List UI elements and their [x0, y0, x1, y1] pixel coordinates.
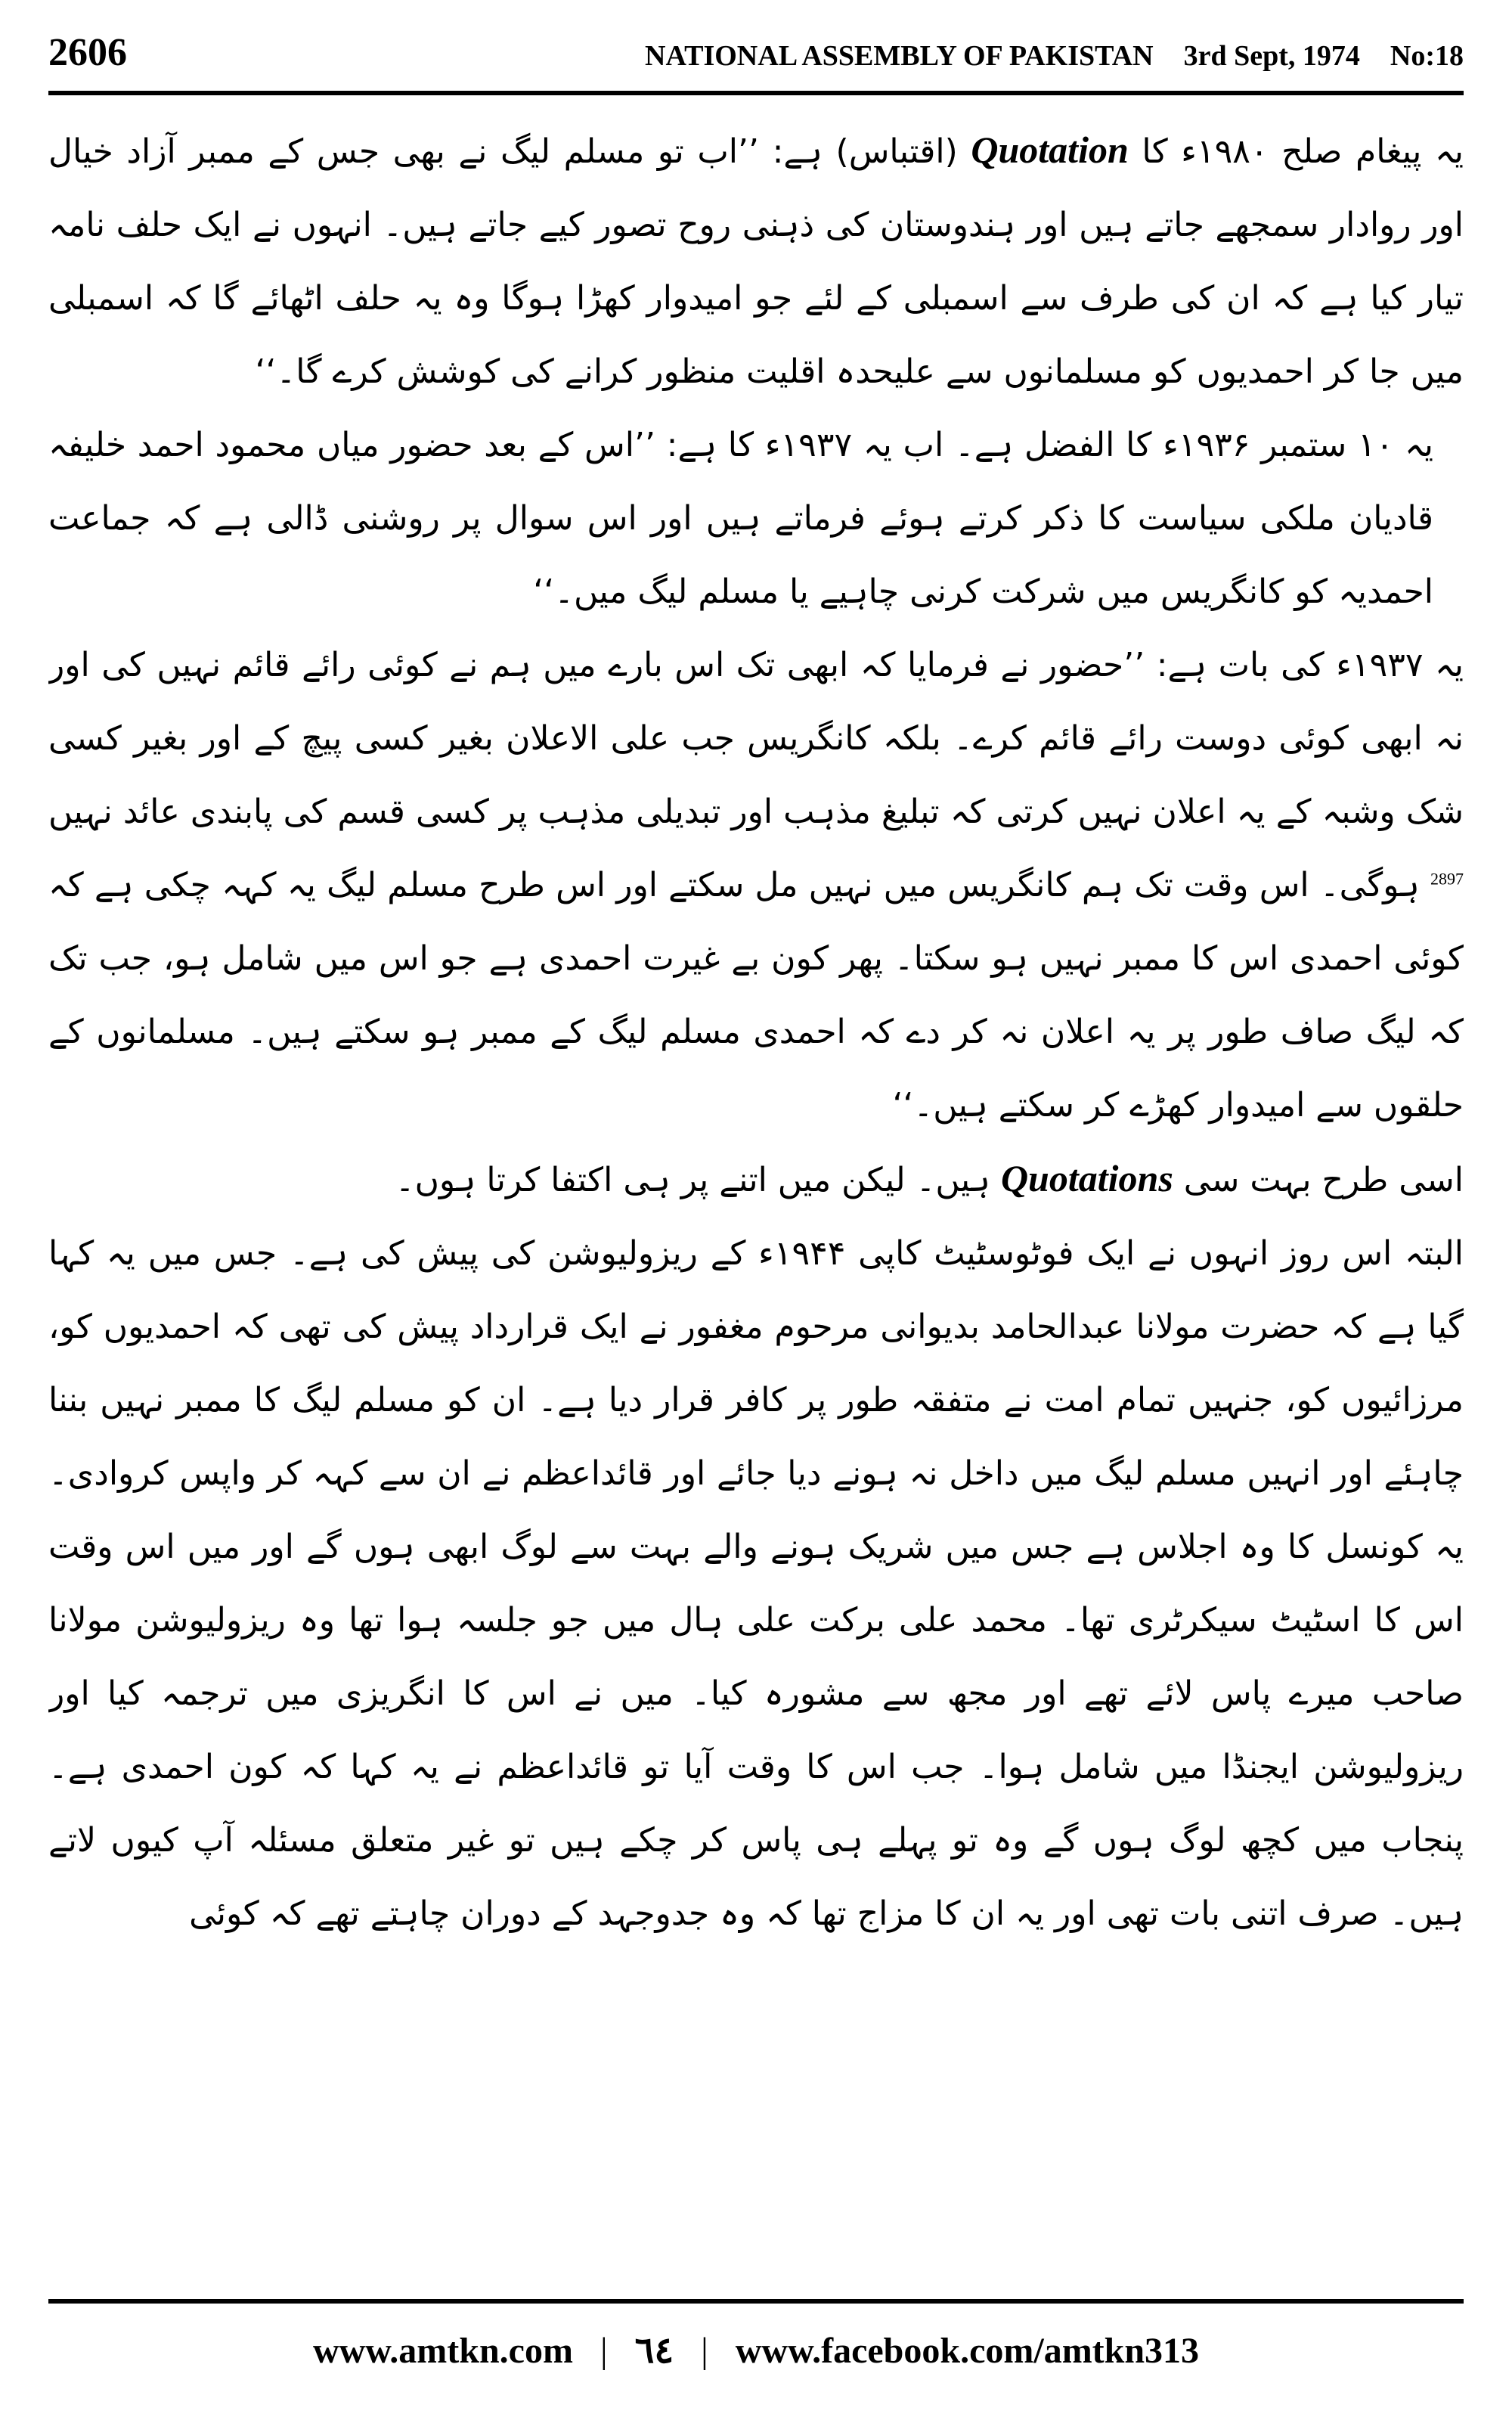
footer-separator: | — [600, 2330, 608, 2371]
paragraph-5: البتہ اس روز انہوں نے ایک فوٹوسٹیٹ کاپی ۱۹۴۴ء کے ریزولیوشن کی پیش کی ہے۔ جس میں یہ کہا گیا ہے کہ حضرت مولانا عبدالحامد بدیوانی مرحوم مغفور نے ایک قرارداد پیش کی تھی کہ احمدیوں کو، مرزائیوں کو، جنہیں تمام امت نے متفقہ طور پر کافر قرار دیا ہے۔ ان کو مسلم لیگ کا ممبر نہیں بننا چاہئے اور انہیں مسلم لیگ میں داخل نہ ہونے دیا جائے اور قائداعظم نے ان سے کہہ کر واپس کروادی۔ یہ کونسل کا وہ اجلاس ہے جس میں شریک ہونے والے بہت سے لوگ ابھی ہوں گے اور میں اس وقت اس کا اسٹیٹ سیکرٹری تھا۔ محمد علی برکت علی ہال میں جو جلسہ ہوا تھا وہ ریزولیوشن مولانا صاحب میرے پاس لائے تھے اور مجھ سے مشورہ کیا۔ میں نے اس کا انگریزی میں ترجمہ کیا اور ریزولیوشن ایجنڈا میں شامل ہوا۔ جب اس کا وقت آیا تو قائداعظم نے یہ کہا کہ کون احمدی ہے۔ پنجاب میں کچھ لوگ ہوں گے وہ تو پہلے ہی پاس کر چکے ہیں تو غیر متعلق مسئلہ آپ کیوں لاتے ہیں۔ صرف اتنی بات تھی اور یہ ان کا مزاج تھا کہ وہ جدوجہد کے دوران چاہتے تھے کہ کوئی — [48, 1234, 1464, 1933]
paragraph-2: یہ ۱۰ ستمبر ۱۹۳۶ء کا الفضل ہے۔ اب یہ ۱۹۳۷ء کا ہے: ’’اس کے بعد حضور میاں محمود احمد خلیفہ قادیان ملکی سیاست کا ذکر کرتے ہوئے فرماتے ہیں اور اس سوال پر روشنی ڈالی ہے کہ جماعت احمدیہ کو کانگریس میں شرکت کرنی چاہیے یا مسلم لیگ میں۔‘‘ — [48, 426, 1434, 611]
page-number: 2606 — [48, 31, 127, 74]
header-info — [645, 39, 1464, 73]
page-header — [48, 30, 1464, 83]
page-reference: 2897 — [1430, 869, 1464, 889]
footer-rule — [48, 2299, 1464, 2304]
footer-website-link[interactable]: www.amtkn.com — [312, 2330, 573, 2371]
document-body — [48, 113, 1464, 2276]
footer-separator: | — [701, 2330, 708, 2371]
footer-page-marker: ٦٤ — [634, 2331, 674, 2371]
assembly-title: NATIONAL ASSEMBLY OF PAKISTAN — [645, 40, 1154, 72]
paragraph-3: یہ ۱۹۳۷ء کی بات ہے: ’’حضور نے فرمایا کہ ابھی تک اس بارے میں ہم نے کوئی رائے قائم نہیں کی اور نہ ابھی کوئی دوست رائے قائم کرے۔ بلکہ کانگریس جب علی الاعلان بغیر کسی پیچ کے اور بغیر کسی شک وشبہ کے یہ اعلان نہیں کرتی کہ تبلیغ مذہب اور تبدیلی مذہب پر کسی قسم کی پابندی عائد نہیں $^{2897}$ ہوگی۔ اس وقت تک ہم کانگریس میں نہیں مل سکتے اور اس طرح مسلم لیگ یہ کہہ چکی ہے کہ کوئی احمدی اس کا ممبر نہیں ہو سکتا۔ پھر کون بے غیرت احمدی ہے جو اس میں شامل ہو، جب تک کہ لیگ صاف طور پر یہ اعلان نہ کر دے کہ احمدی مسلم لیگ کے ممبر ہو سکتے ہیں۔ مسلمانوں کے حلقوں سے امیدوار کھڑے کر سکتے ہیں۔‘‘ — [48, 646, 1464, 1125]
paragraph-1: یہ پیغام صلح ۱۹۸۰ء کا Quotation (اقتباس) ہے: ’’اب تو مسلم لیگ نے بھی جس کے ممبر آزاد خیال اور روادار سمجھے جاتے ہیں اور ہندوستان کی ذہنی روح تصور کیے جاتے ہیں۔ انہوں نے ایک حلف نامہ تیار کیا ہے کہ ان کی طرف سے اسمبلی کے لئے جو امیدوار کھڑا ہوگا وہ یہ حلف اٹھائے گا کہ اسمبلی میں جا کر احمدیوں کو مسلمانوں سے علیحدہ اقلیت منظور کرانے کی کوشش کرے گا۔‘‘ — [48, 129, 1464, 391]
quotation-term: Quotation — [971, 129, 1129, 171]
header-rule — [48, 91, 1464, 95]
footer-facebook-link[interactable]: www.facebook.com/amtkn313 — [735, 2330, 1200, 2371]
session-number: No:18 — [1390, 40, 1464, 72]
page-footer — [48, 2320, 1464, 2381]
paragraph-4: اسی طرح بہت سی Quotations ہیں۔ لیکن میں اتنے پر ہی اکتفا کرتا ہوں۔ — [395, 1157, 1464, 1199]
quotations-term: Quotations — [1000, 1157, 1173, 1199]
session-date: 3rd Sept, 1974 — [1183, 40, 1360, 72]
